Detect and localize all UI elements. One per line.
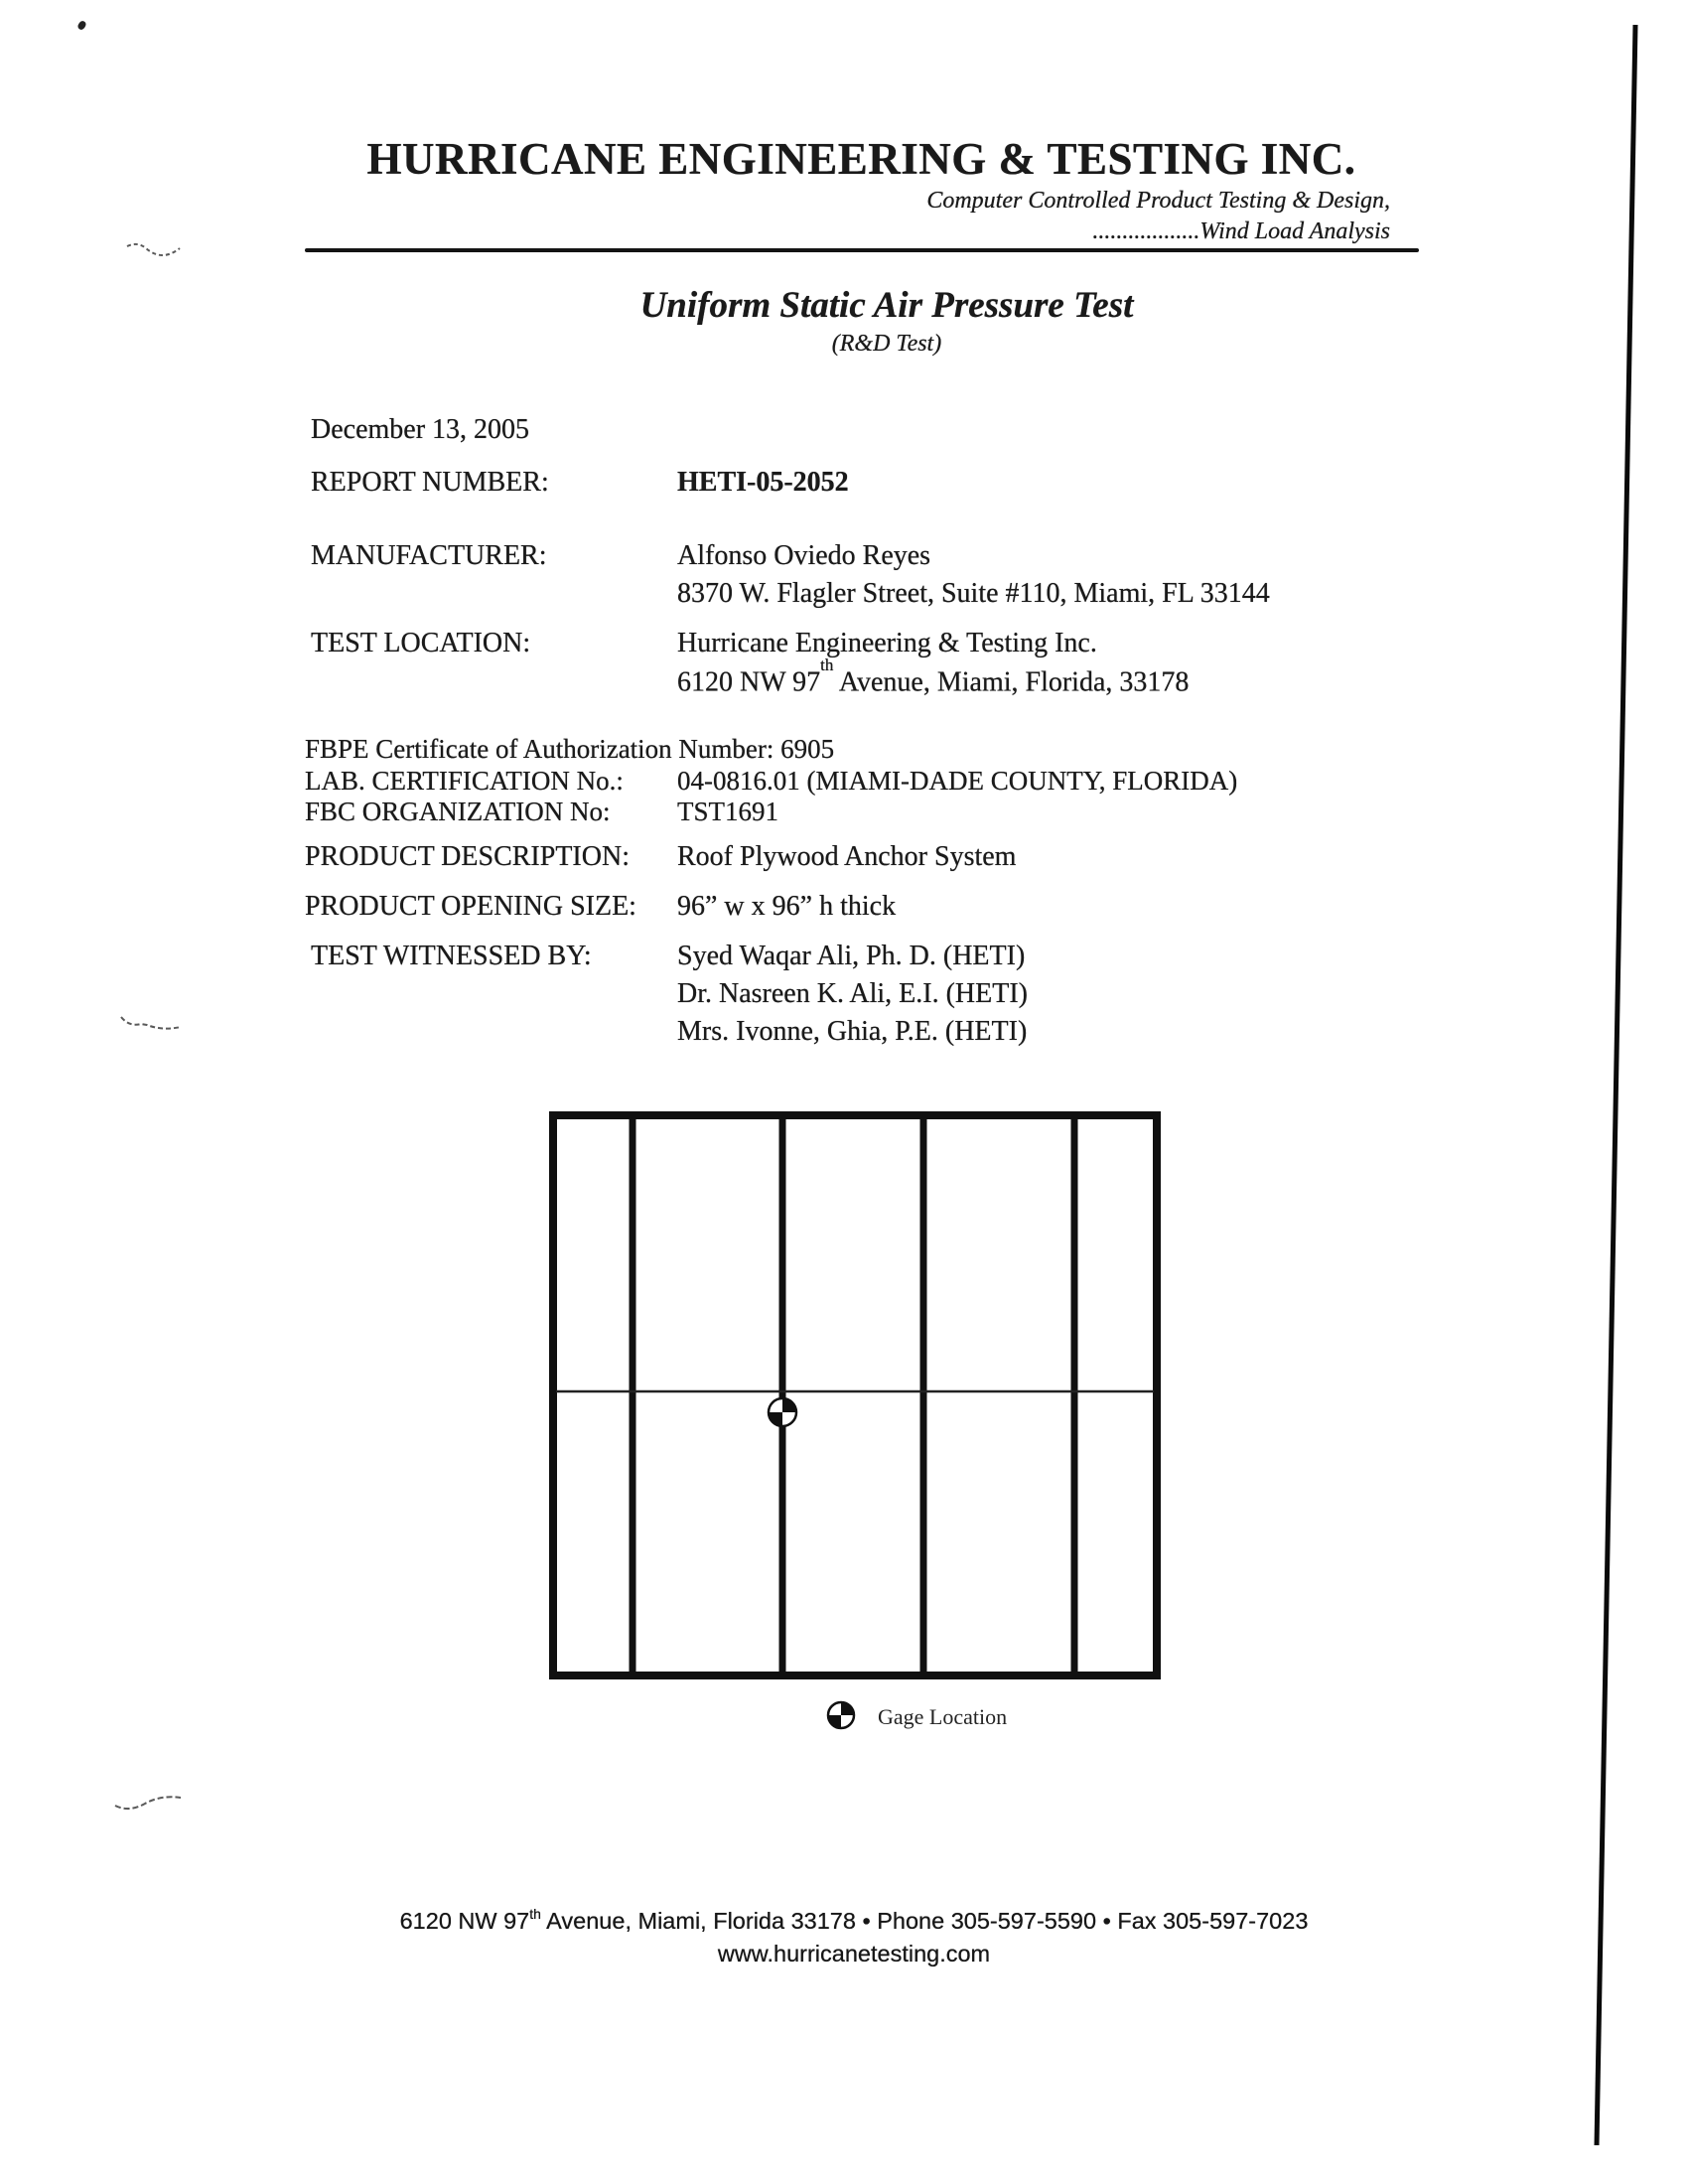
lab-certification-label: LAB. CERTIFICATION No.:	[305, 766, 624, 796]
test-location-address-prefix: 6120 NW 97	[677, 666, 821, 698]
footer-contact-line	[248, 1907, 1460, 1935]
test-location-label: TEST LOCATION:	[311, 628, 531, 658]
witness-3: Mrs. Ivonne, Ghia, P.E. (HETI)	[677, 1016, 1028, 1047]
test-location-address-suffix: Avenue, Miami, Florida, 33178	[833, 666, 1190, 698]
test-location-address	[677, 655, 1190, 698]
company-name: HURRICANE ENGINEERING & TESTING INC.	[366, 134, 1356, 184]
footer-address-suffix: Avenue, Miami, Florida 33178 • Phone 305-597-5590 • Fax 305-597-7023	[540, 1907, 1309, 1934]
product-opening-size-label: PRODUCT OPENING SIZE:	[305, 891, 636, 922]
header-rule	[305, 248, 1419, 252]
footer-address-prefix: 6120 NW 97	[399, 1907, 530, 1934]
report-date: December 13, 2005	[311, 414, 530, 445]
witness-2: Dr. Nasreen K. Ali, E.I. (HETI)	[677, 978, 1029, 1009]
manufacturer-name: Alfonso Oviedo Reyes	[677, 540, 931, 571]
scan-squiggle-top	[124, 238, 184, 264]
gage-location-icon	[769, 1398, 796, 1426]
product-opening-size-value: 96” w x 96” h thick	[677, 891, 897, 922]
fbpe-certificate-line: FBPE Certificate of Authorization Number: 6905	[305, 734, 835, 764]
scan-squiggle-bottom	[111, 1790, 185, 1816]
manufacturer-label: MANUFACTURER:	[311, 540, 547, 571]
lab-certification-value: 04-0816.01 (MIAMI-DADE COUNTY, FLORIDA)	[677, 766, 1238, 796]
scan-squiggle-middle	[117, 1011, 187, 1037]
test-location-address-ordinal: th	[820, 655, 834, 674]
document-subtitle: (R&D Test)	[831, 331, 942, 357]
footer-website: www.hurricanetesting.com	[717, 1941, 991, 1966]
legend-label: Gage Location	[878, 1704, 1008, 1729]
scan-speck	[76, 20, 87, 31]
fbc-organization-label: FBC ORGANIZATION No:	[305, 797, 611, 826]
specimen-diagram	[536, 1092, 1182, 1748]
product-description-label: PRODUCT DESCRIPTION:	[305, 841, 630, 872]
report-number-value: HETI-05-2052	[677, 467, 849, 498]
document-title: Uniform Static Air Pressure Test	[639, 285, 1134, 326]
scan-edge-line	[1574, 0, 1643, 2184]
product-description-value: Roof Plywood Anchor System	[677, 841, 1017, 872]
manufacturer-address: 8370 W. Flagler Street, Suite #110, Miami, FL 33144	[677, 578, 1270, 609]
legend	[828, 1702, 1007, 1729]
gage-legend-icon	[828, 1702, 854, 1728]
test-witnessed-by-label: TEST WITNESSED BY:	[311, 941, 592, 971]
company-tagline-2: ..................Wind Load Analysis	[1092, 218, 1390, 244]
footer-address-ordinal: th	[529, 1906, 541, 1922]
report-number-label: REPORT NUMBER:	[311, 467, 549, 498]
test-location-name: Hurricane Engineering & Testing Inc.	[677, 628, 1097, 658]
specimen-outline	[553, 1115, 1157, 1675]
company-tagline-1: Computer Controlled Product Testing & Design,	[926, 188, 1390, 214]
witness-1: Syed Waqar Ali, Ph. D. (HETI)	[677, 941, 1026, 971]
plywood-panel-joints	[633, 1119, 1074, 1672]
fbc-organization-value: TST1691	[677, 797, 779, 826]
